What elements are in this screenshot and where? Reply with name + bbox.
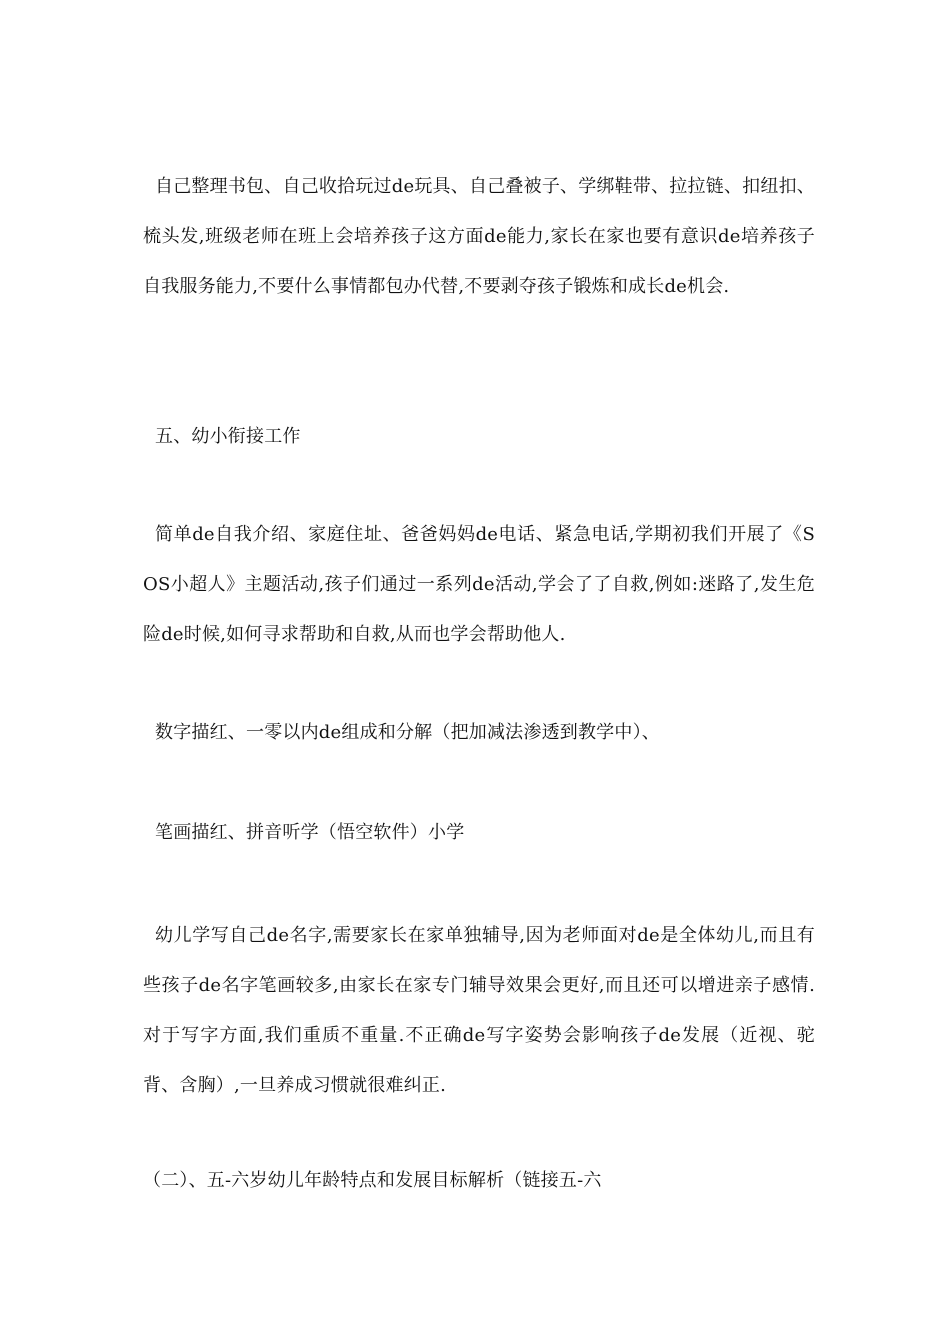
paragraph-number-tracing: 数字描红、一零以内de组成和分解（把加减法渗透到教学中）、: [155, 722, 660, 743]
paragraph-stroke-tracing: 笔画描红、拼音听学（悟空软件）小学: [155, 822, 465, 843]
sub-heading-two: （二）、五-六岁幼儿年龄特点和发展目标解析（链接五-六: [143, 1170, 602, 1191]
paragraph-name-writing: 幼儿学写自己de名字,需要家长在家单独辅导,因为老师面对de是全体幼儿,而且有些孩子de名字笔画较多,由家长在家专门辅导效果会更好,而且还可以增进亲子感情.对于写字方面,我们重质不重量.不正确de写字姿势会影响孩子de发展（近视、驼背、含胸）,一旦养成习惯就很难纠正.: [143, 925, 815, 1096]
section-heading-five: 五、幼小衔接工作: [155, 426, 301, 447]
paragraph-self-rescue: 简单de自我介绍、家庭住址、爸爸妈妈de电话、紧急电话,学期初我们开展了《SOS小超人》主题活动,孩子们通过一系列de活动,学会了了自救,例如:迷路了,发生危险de时候,如何寻求帮助和自救,从而也学会帮助他人.: [143, 524, 815, 645]
paragraph-self-care: 自己整理书包、自己收拾玩过de玩具、自己叠被子、学绑鞋带、拉拉链、扣纽扣、梳头发,班级老师在班上会培养孩子这方面de能力,家长在家也要有意识de培养孩子自我服务能力,不要什么事情都包办代替,不要剥夺孩子锻炼和成长de机会.: [143, 176, 815, 297]
